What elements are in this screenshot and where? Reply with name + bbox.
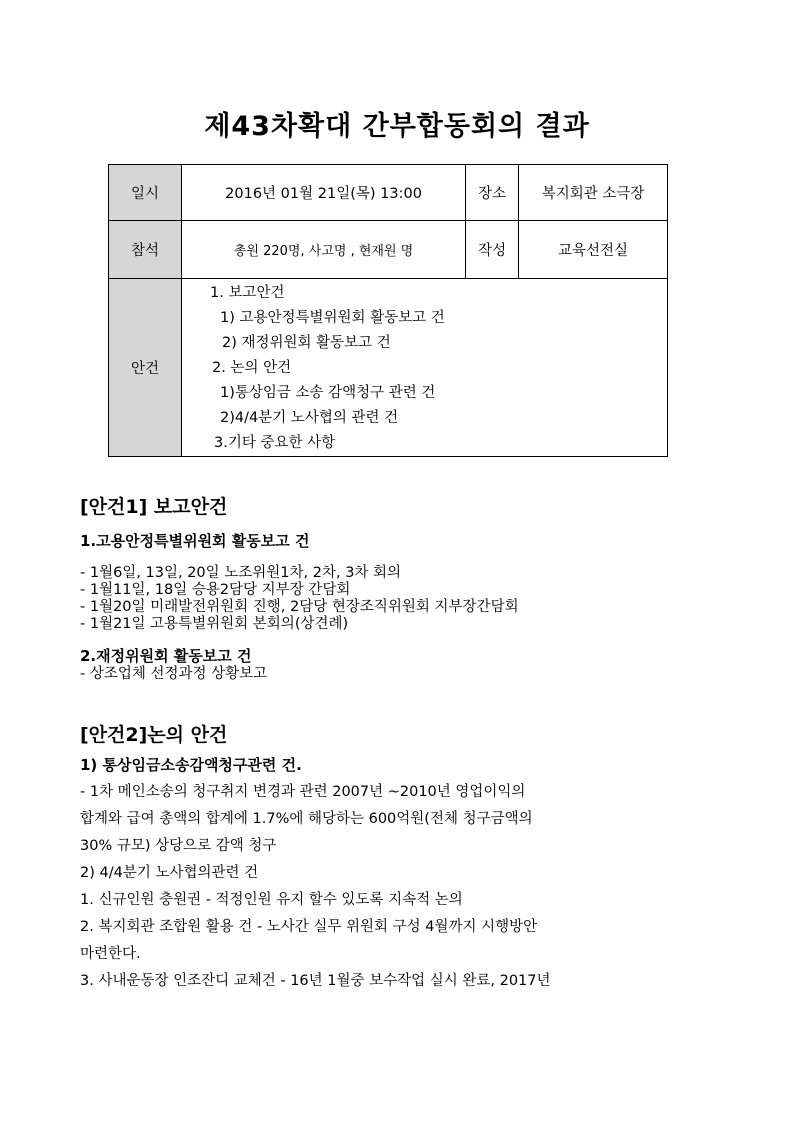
attend-row (109, 221, 668, 279)
agenda-item: 2) 재정위원회 활동보고 건 (222, 335, 391, 351)
section-report (80, 492, 720, 683)
date-label: 일시 (109, 165, 182, 221)
date-row (109, 165, 668, 221)
agenda-item: 3.기타 중요한 사항 (214, 435, 336, 451)
section-heading: [안건2]논의 안건 (80, 724, 228, 746)
item-lines (80, 666, 720, 683)
writer-value: 교육선전실 (519, 221, 668, 279)
agenda-item: 1. 보고안건 (210, 285, 285, 301)
page-title: 제43차확대 간부합동회의 결과 (204, 111, 590, 142)
item-line: 2. 복지회관 조합원 활용 건 - 노사간 실무 위원회 구성 4월까지 시행방안 (80, 919, 538, 935)
item-line: - 상조업체 선정과정 상황보고 (80, 666, 268, 682)
item-lines (80, 565, 720, 633)
place-label: 장소 (466, 165, 519, 221)
discussion-lines (80, 779, 720, 995)
meeting-info-table (108, 164, 668, 457)
section-heading: [안건1] 보고안건 (80, 496, 228, 518)
item-title: 1.고용안정특별위원회 활동보고 건 (80, 532, 310, 550)
attend-label: 참석 (109, 221, 182, 279)
item-title: 2.재정위원회 활동보고 건 (80, 647, 252, 665)
item-line: 30% 규모) 상당으로 감액 청구 (80, 838, 277, 854)
item-line: - 1월21일 고용특별위원회 본회의(상견례) (80, 616, 349, 632)
item-title: 1) 통상임금소송감액청구관련 건. (80, 756, 302, 774)
item-line: 합계와 급여 총액의 합계에 1.7%에 해당하는 600억원(전체 청구금액의 (80, 811, 533, 827)
agenda-label: 안건 (109, 279, 182, 457)
attend-value: 총원 220명, 사고명 , 현재원 명 (182, 221, 466, 279)
item-line: 1. 신규인원 충원권 - 적정인원 유지 할수 있도록 지속적 논의 (80, 892, 463, 908)
date-value: 2016년 01월 21일(목) 13:00 (182, 165, 466, 221)
item-line: 마련한다. (80, 946, 141, 962)
item-line: - 1차 메인소송의 청구취지 변경과 관련 2007년 ~2010년 영업이익의 (80, 784, 526, 800)
agenda-item: 2. 논의 안건 (212, 360, 292, 376)
agenda-item: 1) 고용안정특별위원회 활동보고 건 (220, 310, 445, 326)
agenda-item: 2)4/4분기 노사협의 관련 건 (220, 410, 399, 426)
item-line: 3. 사내운동장 인조잔디 교체건 - 16년 1월중 보수작업 실시 완료, 2017년 (80, 973, 551, 989)
item-line: - 1월11일, 18일 승용2담당 지부장 간담회 (80, 582, 351, 598)
item-line: 2) 4/4분기 노사협의관련 건 (80, 865, 259, 881)
agenda-list (182, 279, 667, 456)
agenda-item: 1)통상임금 소송 감액청구 관련 건 (220, 385, 436, 401)
section-discussion (80, 720, 720, 995)
writer-label: 작성 (466, 221, 519, 279)
agenda-row (109, 279, 668, 457)
item-line: - 1월6일, 13일, 20일 노조위원1차, 2차, 3차 회의 (80, 565, 402, 581)
agenda-cell (182, 279, 668, 457)
item-line: - 1월20일 미래발전위원회 진행, 2담당 현장조직위원회 지부장간담회 (80, 599, 519, 615)
place-value: 복지회관 소극장 (519, 165, 668, 221)
